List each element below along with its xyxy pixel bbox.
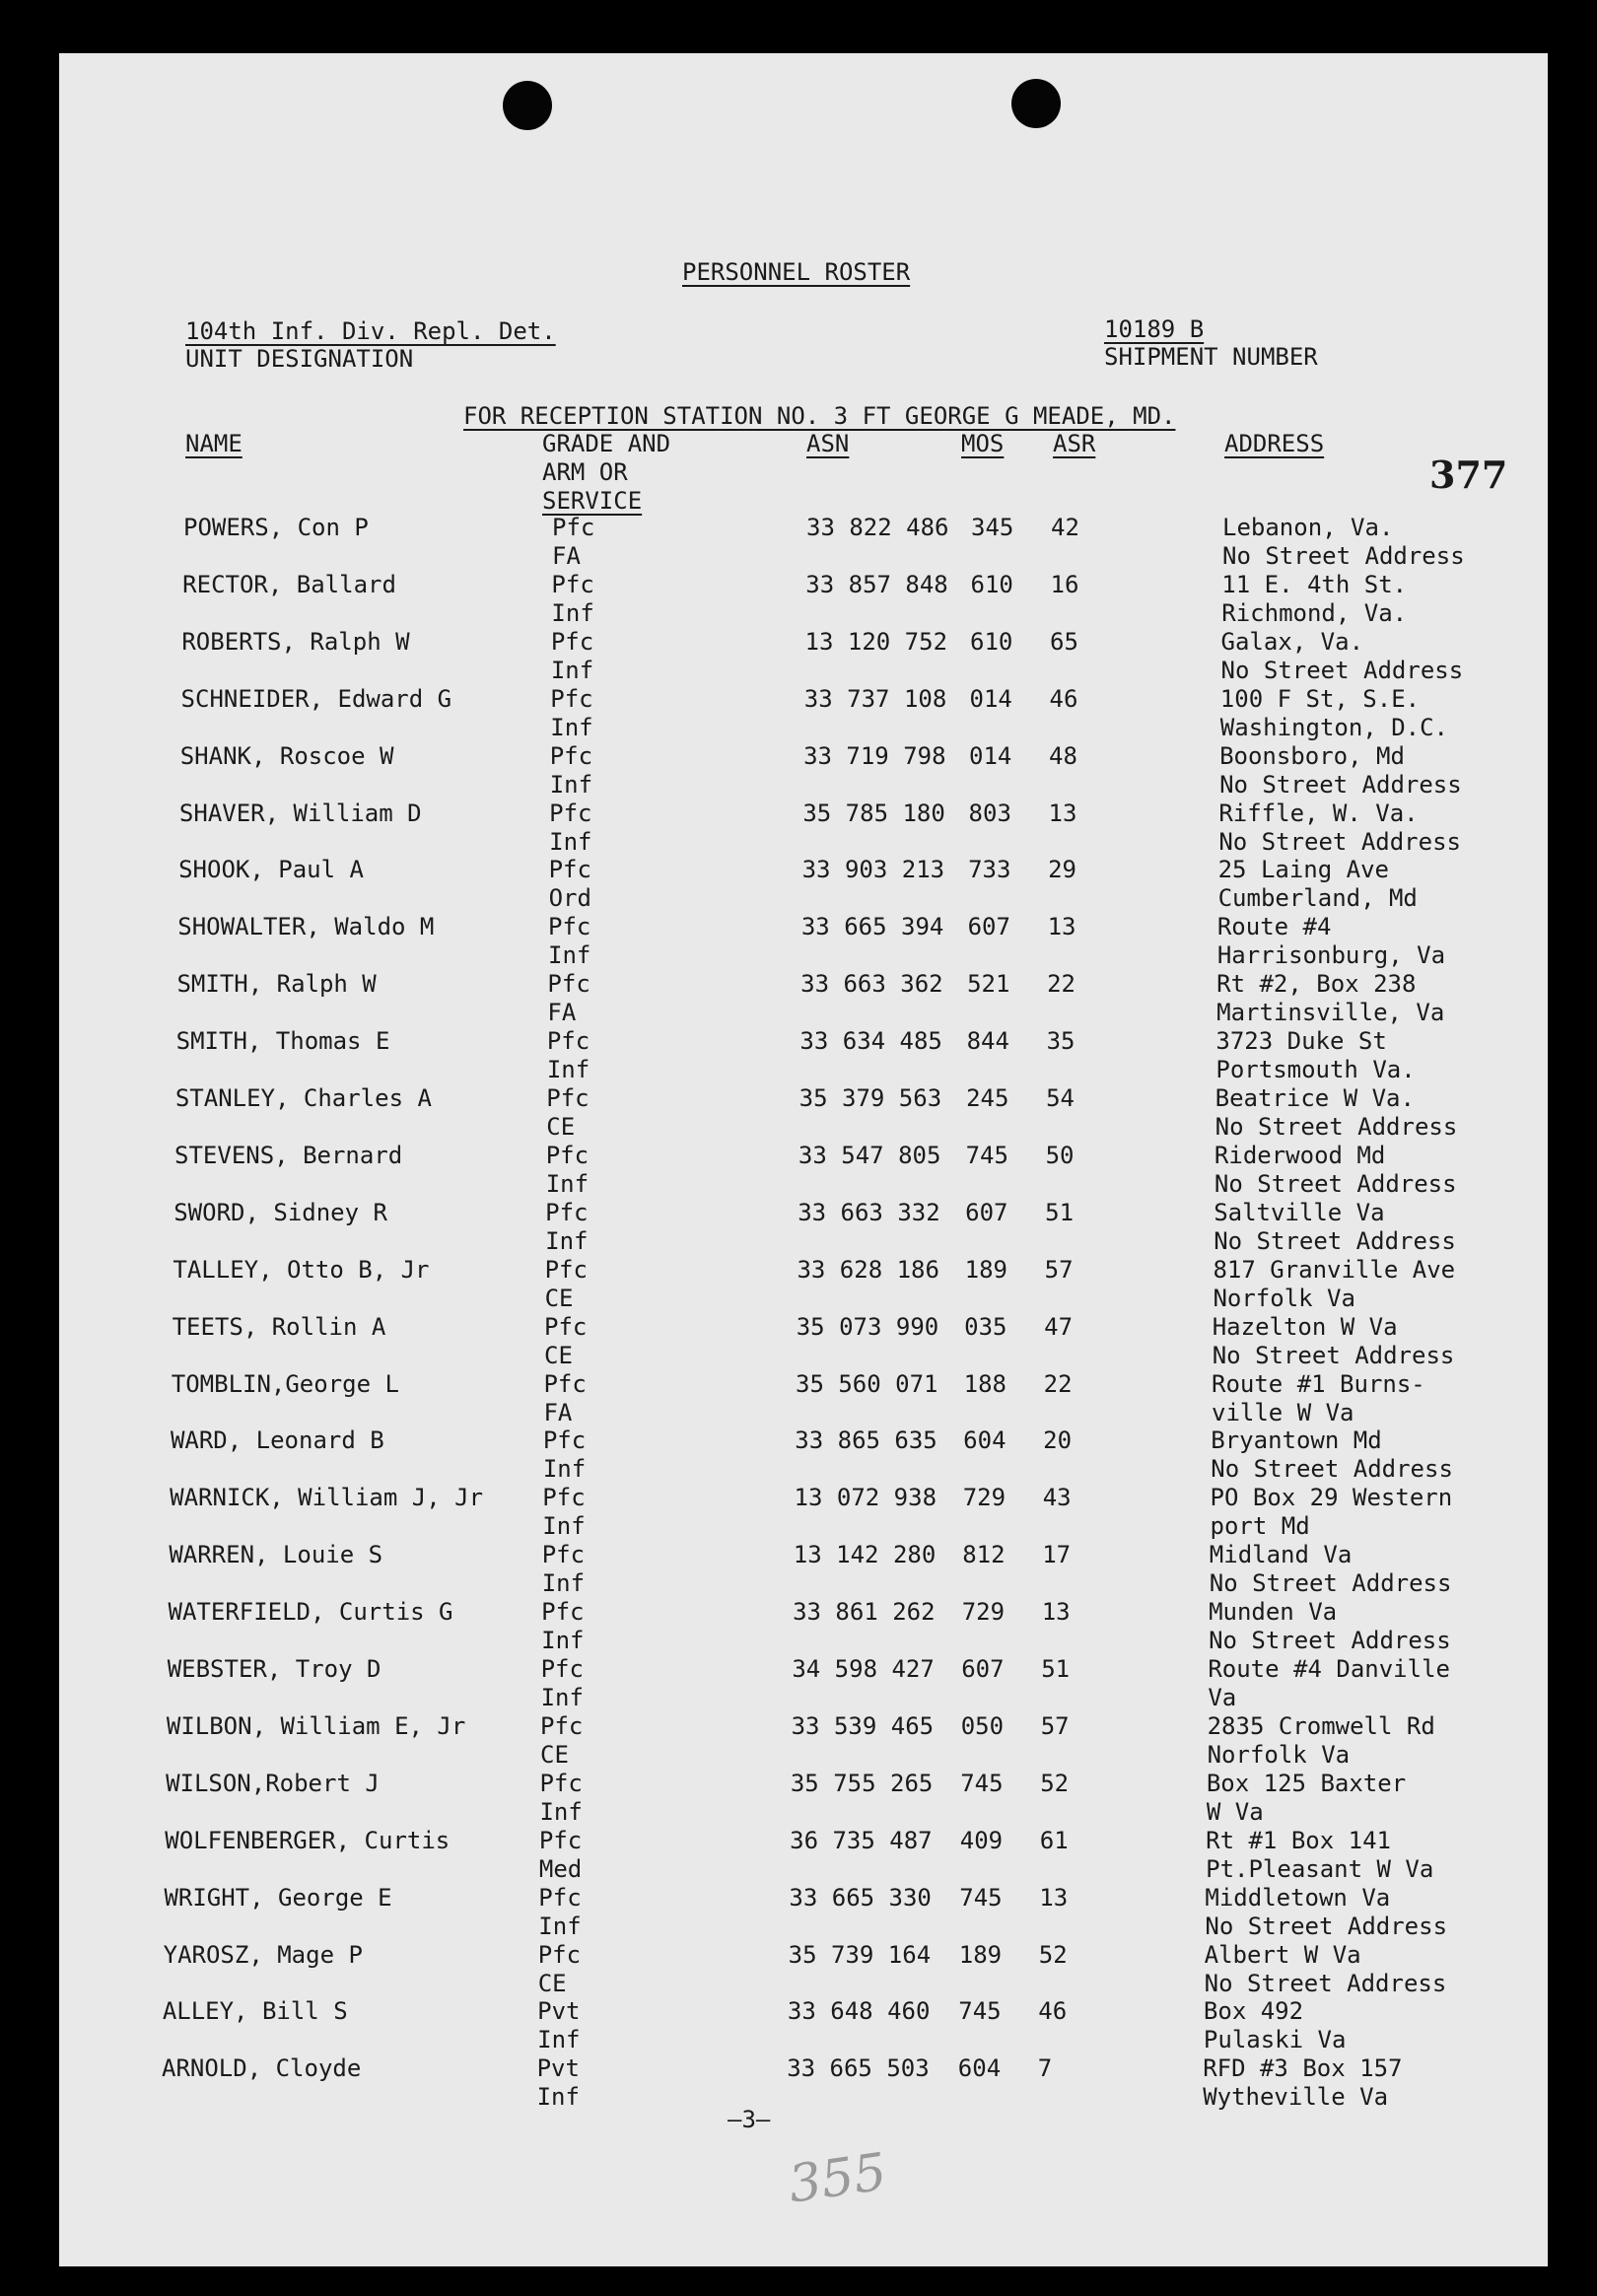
roster-asr: 17 [1042, 1541, 1072, 1569]
roster-grade: Pfc [537, 1940, 582, 1969]
roster-asn: 13 120 752 [804, 627, 948, 656]
roster-asr: 43 [1042, 1484, 1072, 1512]
roster-address-line-2: No Street Address [1220, 656, 1464, 684]
roster-address-line-1: Route #4 Danville [1208, 1655, 1450, 1683]
roster-asr: 22 [1047, 970, 1076, 999]
column-header-grade-2: ARM OR [542, 458, 628, 486]
table-row [0, 1484, 1597, 1541]
roster-name: ALLEY, Bill S [162, 1997, 348, 2026]
roster-name: ARNOLD, Cloyde [162, 2054, 362, 2083]
roster-address-line-1: 817 Granville Ave [1213, 1255, 1456, 1284]
roster-address-line-1: Boonsboro, Md [1219, 741, 1405, 770]
roster-mos: 050 [960, 1711, 1005, 1740]
roster-asn: 35 755 265 [790, 1769, 934, 1797]
roster-grade: Pfc [542, 1484, 586, 1512]
table-row [0, 742, 1597, 800]
roster-grade: Pfc [544, 1255, 588, 1284]
roster-address-line-2: Pt.Pleasant W Va [1206, 1854, 1434, 1883]
roster-name: YAROSZ, Mage P [163, 1940, 363, 1969]
roster-address-line-2: Martinsville, Va [1216, 999, 1445, 1027]
shipment-number-label: SHIPMENT NUMBER [1104, 343, 1318, 371]
roster-address-line-1: Rt #1 Box 141 [1206, 1826, 1391, 1854]
roster-asr: 61 [1039, 1826, 1069, 1854]
roster-mos: 610 [970, 570, 1013, 598]
roster-arm: Inf [551, 598, 594, 627]
roster-asn: 33 857 848 [805, 570, 948, 598]
roster-grade: Pvt [536, 2054, 580, 2083]
roster-grade: Pfc [549, 799, 592, 827]
roster-arm: Inf [546, 1056, 590, 1084]
column-header-mos: MOS [961, 430, 1005, 457]
roster-asr: 35 [1046, 1027, 1076, 1056]
roster-arm: Inf [542, 1512, 586, 1541]
roster-asn: 33 634 485 [799, 1027, 942, 1056]
roster-mos: 729 [962, 1484, 1007, 1512]
page-number: —3— [728, 2106, 771, 2133]
roster-address-line-2: W Va [1206, 1797, 1264, 1826]
roster-arm: FA [547, 999, 577, 1027]
table-row [0, 1655, 1597, 1712]
roster-address-line-2: No Street Address [1222, 542, 1465, 570]
roster-address-line-2: Harrisonburg, Va [1216, 941, 1446, 970]
roster-address-line-1: Galax, Va. [1220, 627, 1364, 656]
table-row [0, 1770, 1597, 1827]
roster-asr: 48 [1049, 741, 1077, 770]
roster-grade: Pfc [546, 1027, 590, 1056]
roster-address-line-2: Norfolk Va [1207, 1740, 1351, 1769]
roster-name: WILBON, William E, Jr [166, 1711, 466, 1740]
roster-name: RECTOR, Ballard [182, 570, 396, 598]
roster-mos: 733 [968, 856, 1011, 884]
roster-address-line-1: Riderwood Md [1214, 1141, 1386, 1169]
roster-mos: 844 [966, 1027, 1009, 1056]
roster-asr: 52 [1038, 1940, 1068, 1969]
roster-name: WATERFIELD, Curtis G [168, 1598, 453, 1627]
roster-name: STEVENS, Bernard [174, 1141, 403, 1169]
roster-mos: 745 [965, 1141, 1008, 1169]
roster-arm: CE [544, 1341, 573, 1369]
column-header-name: NAME [185, 430, 243, 457]
page-title: PERSONNEL ROSTER [682, 258, 911, 286]
roster-name: STANLEY, Charles A [174, 1084, 432, 1112]
roster-asr: 51 [1041, 1655, 1071, 1683]
roster-address-line-1: Route #4 [1216, 913, 1332, 941]
roster-address-line-2: No Street Address [1212, 1341, 1455, 1369]
roster-mos: 745 [960, 1769, 1004, 1797]
roster-grade: Pfc [538, 1826, 583, 1854]
roster-address-line-1: Rt #2, Box 238 [1216, 970, 1417, 999]
roster-address-line-1: Middletown Va [1205, 1883, 1391, 1912]
roster-address-line-2: No Street Address [1218, 827, 1461, 856]
roster-name: SHOWALTER, Waldo M [177, 913, 435, 941]
roster-grade: Pfc [548, 913, 591, 941]
roster-asn: 33 663 332 [798, 1198, 940, 1226]
roster-asn: 33 663 362 [800, 970, 943, 999]
roster-name: TEETS, Rollin A [172, 1312, 386, 1341]
table-row [0, 1598, 1597, 1655]
roster-asr: 7 [1037, 2054, 1053, 2083]
table-row [0, 913, 1597, 970]
reception-station-line: FOR RECEPTION STATION NO. 3 FT GEORGE G MEADE, MD. [463, 402, 1176, 430]
roster-address-line-1: PO Box 29 Western [1210, 1484, 1453, 1512]
unit-designation-label: UNIT DESIGNATION [185, 345, 414, 373]
table-row [0, 1941, 1597, 1998]
roster-asn: 13 142 280 [793, 1541, 937, 1569]
roster-grade: Pvt [537, 1997, 581, 2026]
column-header-asn: ASN [806, 430, 850, 457]
roster-mos: 345 [971, 514, 1014, 541]
roster-arm: Inf [549, 770, 593, 799]
page-stamp-number: 377 [1429, 452, 1508, 497]
roster-mos: 607 [961, 1655, 1005, 1683]
table-row [0, 2054, 1597, 2112]
table-row [0, 1199, 1597, 1256]
roster-asn: 33 737 108 [803, 684, 947, 713]
roster-address-line-1: Saltville Va [1214, 1198, 1385, 1226]
roster-address-line-2: No Street Address [1219, 770, 1462, 799]
roster-arm: CE [544, 1284, 574, 1312]
roster-asr: 13 [1047, 913, 1076, 941]
table-row [0, 1256, 1597, 1313]
handwritten-number: 355 [785, 2142, 890, 2215]
roster-asr: 46 [1049, 684, 1078, 713]
roster-address-line-2: No Street Address [1205, 1912, 1448, 1940]
roster-address-line-2: Norfolk Va [1213, 1284, 1355, 1312]
roster-mos: 014 [969, 684, 1012, 713]
roster-mos: 604 [957, 2054, 1002, 2083]
roster-asn: 35 739 164 [788, 1940, 932, 1969]
roster-name: SWORD, Sidney R [174, 1198, 387, 1226]
roster-arm: Inf [537, 2026, 581, 2054]
roster-asr: 13 [1039, 1883, 1069, 1912]
roster-address-line-2: Richmond, Va. [1221, 598, 1408, 627]
table-row [0, 970, 1597, 1027]
roster-address-line-2: ville W Va [1212, 1398, 1354, 1426]
table-row [0, 1426, 1597, 1484]
roster-address-line-1: Box 125 Baxter [1206, 1769, 1407, 1797]
roster-address-line-2: Portsmouth Va. [1215, 1056, 1416, 1084]
roster-arm: Inf [550, 656, 594, 684]
roster-asn: 35 785 180 [802, 799, 945, 827]
roster-arm: CE [540, 1740, 569, 1769]
roster-address-line-1: 3723 Duke St [1215, 1027, 1387, 1056]
roster-arm: Inf [545, 1226, 589, 1255]
roster-asr: 52 [1040, 1769, 1070, 1797]
punch-hole-left [503, 81, 552, 130]
unit-designation-value: 104th Inf. Div. Repl. Det. [185, 317, 556, 345]
roster-arm: CE [546, 1113, 576, 1141]
roster-asn: 33 665 330 [789, 1883, 932, 1912]
roster-asn: 35 073 990 [796, 1312, 939, 1341]
roster-asn: 36 735 487 [790, 1826, 933, 1854]
roster-name: SMITH, Thomas E [175, 1027, 390, 1056]
roster-mos: 521 [967, 970, 1010, 999]
roster-address-line-2: No Street Address [1204, 1969, 1447, 1997]
roster-asr: 42 [1051, 514, 1079, 541]
roster-arm: Med [538, 1854, 583, 1883]
roster-name: POWERS, Con P [183, 514, 369, 541]
roster-address-line-2: No Street Address [1214, 1169, 1457, 1198]
roster-grade: Pfc [544, 1312, 588, 1341]
roster-asn: 33 865 635 [795, 1426, 937, 1455]
roster-arm: Inf [538, 1912, 582, 1940]
roster-name: TOMBLIN,George L [171, 1369, 399, 1398]
roster-grade: Pfc [548, 856, 591, 884]
roster-arm: Inf [540, 1684, 584, 1711]
column-header-asr: ASR [1053, 430, 1096, 457]
roster-asn: 33 547 805 [798, 1141, 941, 1169]
table-row [0, 1827, 1597, 1884]
roster-asn: 33 903 213 [801, 856, 945, 884]
roster-address-line-1: Albert W Va [1204, 1940, 1361, 1969]
roster-grade: Pfc [546, 1084, 590, 1112]
roster-asr: 16 [1050, 570, 1079, 598]
table-row [0, 628, 1597, 685]
roster-mos: 745 [959, 1883, 1003, 1912]
roster-name: WOLFENBERGER, Curtis [165, 1826, 451, 1854]
roster-grade: Pfc [538, 1883, 582, 1912]
table-row [0, 800, 1597, 857]
roster-grade: Pfc [541, 1598, 585, 1627]
punch-hole-right [1011, 79, 1061, 128]
roster-name: WARNICK, William J, Jr [170, 1484, 484, 1512]
roster-address-line-1: Hazelton W Va [1212, 1312, 1398, 1341]
roster-name: SHANK, Roscoe W [179, 741, 394, 770]
roster-grade: Pfc [543, 1369, 587, 1398]
roster-asr: 65 [1050, 627, 1078, 656]
table-row [0, 1084, 1597, 1142]
roster-address-line-1: 2835 Cromwell Rd [1207, 1711, 1435, 1740]
roster-address-line-1: Box 492 [1203, 1997, 1304, 2026]
roster-asr: 51 [1045, 1198, 1075, 1226]
roster-address-line-2: port Md [1210, 1512, 1310, 1541]
roster-arm: FA [552, 542, 581, 570]
roster-asr: 46 [1038, 1997, 1068, 2026]
roster-arm: Inf [550, 713, 593, 741]
roster-address-line-2: Pulaski Va [1203, 2026, 1347, 2054]
table-row [0, 571, 1597, 628]
roster-asn: 33 665 503 [787, 2054, 930, 2083]
shipment-number-value: 10189 B [1104, 315, 1205, 343]
roster-address-line-2: No Street Address [1211, 1455, 1453, 1484]
roster-asn: 33 539 465 [791, 1711, 935, 1740]
table-row [0, 1997, 1597, 2054]
roster-arm: Inf [542, 1455, 587, 1484]
roster-mos: 189 [964, 1255, 1007, 1284]
roster-name: SHOOK, Paul A [178, 856, 364, 884]
roster-mos: 035 [964, 1312, 1007, 1341]
roster-address-line-2: Cumberland, Md [1217, 884, 1418, 913]
roster-asr: 57 [1040, 1711, 1070, 1740]
roster-arm: Inf [536, 2083, 580, 2112]
roster-address-line-2: No Street Address [1209, 1569, 1452, 1598]
roster-grade: Pfc [545, 1198, 589, 1226]
roster-asr: 47 [1044, 1312, 1074, 1341]
roster-name: SHAVER, William D [178, 799, 422, 827]
roster-arm: Inf [549, 827, 592, 856]
roster-asn: 33 861 262 [793, 1598, 936, 1627]
roster-asn: 35 379 563 [798, 1084, 942, 1112]
table-row [0, 1541, 1597, 1598]
table-row [0, 514, 1597, 571]
roster-mos: 604 [963, 1426, 1007, 1455]
roster-arm: CE [537, 1969, 567, 1997]
roster-mos: 610 [970, 627, 1013, 656]
roster-asn: 13 072 938 [794, 1484, 937, 1512]
roster-asr: 57 [1044, 1255, 1074, 1284]
roster-asr: 54 [1046, 1084, 1076, 1112]
roster-address-line-1: Riffle, W. Va. [1218, 799, 1419, 827]
roster-mos: 607 [965, 1198, 1008, 1226]
roster-mos: 745 [958, 1997, 1002, 2026]
column-header-grade-1: GRADE AND [542, 430, 671, 457]
table-row [0, 1027, 1597, 1084]
roster-address-line-1: 100 F St, S.E. [1219, 684, 1421, 713]
roster-asr: 20 [1043, 1426, 1073, 1455]
roster-address-line-1: Bryantown Md [1211, 1426, 1382, 1455]
table-row [0, 1884, 1597, 1941]
roster-asn: 33 822 486 [806, 514, 949, 541]
roster-asr: 13 [1041, 1598, 1071, 1627]
roster-arm: Inf [548, 941, 591, 970]
roster-address-line-2: No Street Address [1215, 1113, 1458, 1141]
table-row [0, 1313, 1597, 1370]
roster-name: WEBSTER, Troy D [167, 1655, 382, 1683]
roster-grade: Pfc [539, 1769, 583, 1797]
roster-address-line-1: Lebanon, Va. [1222, 514, 1394, 541]
column-header-address: ADDRESS [1224, 430, 1325, 457]
roster-name: WARREN, Louie S [169, 1541, 383, 1569]
roster-mos: 729 [961, 1598, 1006, 1627]
roster-arm: Inf [541, 1569, 586, 1598]
roster-asn: 33 648 460 [787, 1997, 931, 2026]
roster-address-line-1: 11 E. 4th St. [1221, 570, 1408, 598]
roster-arm: Inf [539, 1797, 583, 1826]
roster-grade: Pfc [550, 684, 593, 713]
roster-address-line-2: Wytheville Va [1203, 2083, 1389, 2112]
roster-address-line-2: Washington, D.C. [1219, 713, 1448, 741]
roster-mos: 803 [968, 799, 1011, 827]
roster-asn: 33 665 394 [800, 913, 944, 941]
roster-grade: Pfc [550, 627, 594, 656]
roster-asr: 50 [1045, 1141, 1075, 1169]
roster-mos: 189 [958, 1940, 1003, 1969]
roster-grade: Pfc [542, 1426, 587, 1455]
roster-name: WILSON,Robert J [166, 1769, 380, 1797]
roster-asn: 33 628 186 [797, 1255, 939, 1284]
roster-address-line-1: Route #1 Burns- [1212, 1369, 1425, 1398]
roster-address-line-2: Va [1208, 1684, 1237, 1711]
roster-asr: 13 [1048, 799, 1077, 827]
roster-address-line-1: 25 Laing Ave [1217, 856, 1389, 884]
table-row [0, 856, 1597, 913]
roster-arm: FA [543, 1398, 573, 1426]
roster-name: WRIGHT, George E [164, 1883, 392, 1912]
roster-asn: 35 560 071 [796, 1369, 938, 1398]
roster-grade: Pfc [540, 1655, 584, 1683]
roster-grade: Pfc [547, 970, 590, 999]
roster-mos: 014 [969, 741, 1012, 770]
roster-asn: 33 719 798 [803, 741, 946, 770]
table-row [0, 1712, 1597, 1770]
roster-grade: Pfc [549, 741, 593, 770]
table-row [0, 685, 1597, 742]
roster-arm: Ord [548, 884, 591, 913]
roster-grade: Pfc [551, 570, 594, 598]
roster-grade: Pfc [541, 1541, 586, 1569]
roster-mos: 812 [962, 1541, 1006, 1569]
roster-asr: 29 [1048, 856, 1076, 884]
roster-mos: 188 [963, 1369, 1007, 1398]
roster-address-line-1: Beatrice W Va. [1215, 1084, 1415, 1112]
roster-grade: Pfc [545, 1141, 590, 1169]
roster-arm: Inf [545, 1169, 590, 1198]
roster-grade: Pfc [552, 514, 595, 541]
roster-grade: Pfc [540, 1711, 584, 1740]
roster-address-line-1: Midland Va [1209, 1541, 1353, 1569]
roster-asr: 22 [1043, 1369, 1073, 1398]
roster-mos: 607 [967, 913, 1010, 941]
roster-asn: 34 598 427 [792, 1655, 935, 1683]
roster-name: ROBERTS, Ralph W [181, 627, 410, 656]
roster-address-line-2: No Street Address [1209, 1627, 1451, 1655]
roster-address-line-1: RFD #3 Box 157 [1203, 2054, 1403, 2083]
roster-mos: 245 [966, 1084, 1009, 1112]
table-row [0, 1370, 1597, 1427]
roster-name: WARD, Leonard B [170, 1426, 384, 1455]
roster-address-line-1: Munden Va [1209, 1598, 1338, 1627]
roster-address-line-2: No Street Address [1214, 1226, 1456, 1255]
roster-mos: 409 [959, 1826, 1004, 1854]
column-header-grade-3: SERVICE [542, 487, 643, 515]
roster-name: SMITH, Ralph W [176, 970, 377, 999]
roster-name: TALLEY, Otto B, Jr [173, 1255, 430, 1284]
roster-name: SCHNEIDER, Edward G [180, 684, 452, 713]
table-row [0, 1142, 1597, 1199]
roster-arm: Inf [541, 1627, 585, 1655]
